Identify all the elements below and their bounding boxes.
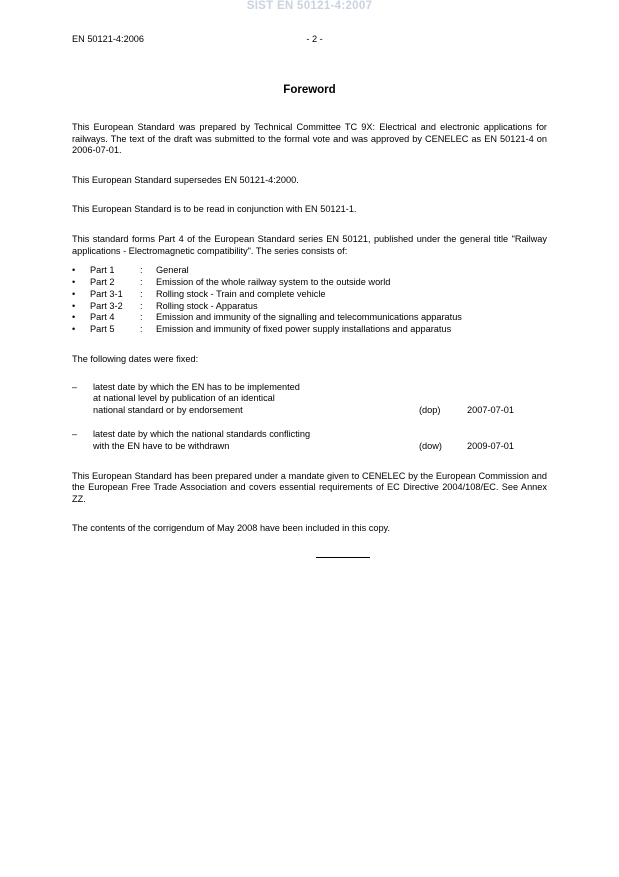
date-description — [93, 382, 547, 417]
date-dash: – — [72, 428, 78, 439]
key-dates-list — [72, 382, 547, 453]
page-title: Foreword — [283, 84, 336, 96]
part-description: Emission and immunity of the signalling and telecommunications apparatus — [156, 312, 462, 323]
list-item — [72, 277, 547, 289]
part-colon: : — [140, 300, 143, 311]
part-colon: : — [140, 276, 143, 287]
page-header — [72, 34, 547, 44]
list-item — [72, 289, 547, 301]
part-colon: : — [140, 324, 143, 335]
section-divider — [316, 557, 370, 558]
part-description: Rolling stock - Apparatus — [156, 300, 258, 311]
part-description: Emission and immunity of fixed power supply installations and apparatus — [156, 324, 452, 335]
part-description: Rolling stock - Train and complete vehicle — [156, 288, 326, 299]
part-name: • Part 3-1 — [90, 288, 123, 299]
paragraph-series-intro: This standard forms Part 4 of the European Standard series EN 50121, published under the general title "Railway applications - Electromagnetic compatibility". The series consists of: — [72, 233, 547, 256]
watermark-standard-id: SIST EN 50121-4:2007 — [246, 0, 373, 12]
part-name: • Part 2 — [90, 276, 115, 287]
paragraph-approval: This European Standard was prepared by Technical Committee TC 9X: Electrical and electronic applications for railways. The text of the draft was submitted to the formal vote and was approved by CENELEC as EN 50121-4 on 2006-07-01. — [72, 122, 547, 156]
list-item — [72, 265, 547, 277]
date-description — [93, 429, 547, 453]
list-item — [72, 324, 547, 336]
paragraph-corrigendum: The contents of the corrigendum of May 2008 have been included in this copy. — [72, 523, 391, 534]
date-description-line-1: latest date by which the national standards conflicting — [93, 428, 311, 439]
date-entry-dop — [72, 382, 547, 417]
list-item — [72, 312, 547, 324]
date-description-line-1: latest date by which the EN has to be implemented — [93, 381, 300, 392]
date-description-line-2: with the EN have to be withdrawn — [93, 440, 230, 451]
header-document-reference: EN 50121-4:2006 — [72, 34, 145, 44]
date-dash: – — [72, 381, 78, 392]
date-code: (dop) — [419, 405, 441, 416]
header-page-number: - 2 - — [306, 34, 323, 44]
part-colon: : — [140, 312, 143, 323]
paragraph-mandate: This European Standard has been prepared under a mandate given to CENELEC by the European Commission and the European Free Trade Association and covers essential requirements of EC Directive 2004/108/EC. See Annex ZZ. — [72, 470, 547, 504]
date-description-line-2: at national level by publication of an identical — [93, 393, 275, 404]
part-name: • Part 1 — [90, 265, 115, 276]
series-parts-list — [72, 265, 547, 336]
paragraph-dates-intro: The following dates were fixed: — [72, 353, 199, 364]
page-content — [72, 34, 547, 558]
part-name: • Part 4 — [90, 312, 115, 323]
part-description: Emission of the whole railway system to the outside world — [156, 276, 391, 287]
paragraph-supersedes: This European Standard supersedes EN 50121-4:2000. — [72, 174, 299, 185]
date-entry-dow — [72, 429, 547, 453]
part-description: General — [156, 265, 189, 276]
date-code: (dow) — [419, 440, 442, 451]
date-value: 2009-07-01 — [467, 440, 514, 451]
part-colon: : — [140, 265, 143, 276]
part-colon: : — [140, 288, 143, 299]
paragraph-conjunction: This European Standard is to be read in conjunction with EN 50121-1. — [72, 204, 357, 215]
list-item — [72, 301, 547, 313]
date-value: 2007-07-01 — [467, 405, 514, 416]
date-description-line-3: national standard or by endorsement — [93, 405, 243, 416]
part-name: • Part 3-2 — [90, 300, 123, 311]
part-name: • Part 5 — [90, 324, 115, 335]
